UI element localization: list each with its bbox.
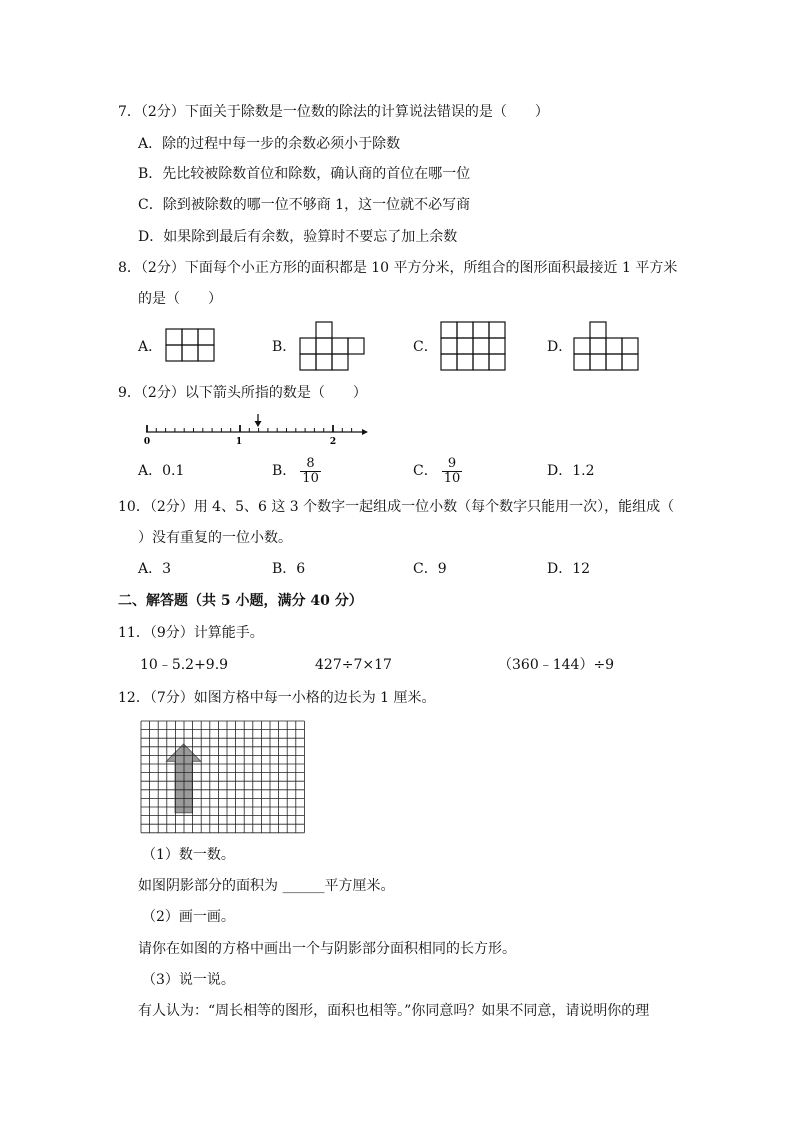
q11-expression-2: 427÷7×17 bbox=[315, 657, 392, 673]
q11-expression-1: 10﹣5.2+9.9 bbox=[140, 657, 229, 673]
q8-option-b-letter: B． bbox=[272, 339, 297, 355]
q8-stem-line1: 8．（2分）下面每个小正方形的面积都是 10 平方分米，所组合的图形面积最接近 1 平方米 bbox=[118, 260, 678, 276]
q8-option-c-letter: C． bbox=[413, 339, 438, 355]
q10-stem-line2: ）没有重复的一位小数。 bbox=[138, 530, 292, 546]
q12-part3-title: （3）说一说。 bbox=[142, 972, 235, 988]
q12-grid bbox=[141, 721, 304, 833]
q8-figure-b bbox=[299, 321, 367, 371]
q7-option-d: D．如果除到最后有余数，验算时不要忘了加上余数 bbox=[138, 229, 458, 245]
q7-option-c: C．除到被除数的哪一位不够商 1，这一位就不必写商 bbox=[138, 197, 471, 213]
q9-option-b-fraction bbox=[300, 457, 321, 486]
q9-stem: 9．（2分）以下箭头所指的数是（ ） bbox=[118, 385, 367, 401]
q9-option-c-fraction bbox=[442, 457, 463, 486]
q12-part2-title: （2）画一画。 bbox=[142, 909, 235, 925]
q9-option-b-denominator: 10 bbox=[302, 470, 319, 486]
q9-tick-label-0: 0 bbox=[143, 437, 151, 447]
q9-option-d: D．1.2 bbox=[547, 463, 595, 479]
q12-grid-figure bbox=[139, 719, 307, 835]
q7-stem: 7．（2分）下面关于除数是一位数的除法的计算说法错误的是（ ） bbox=[118, 104, 549, 120]
q10-option-d: D．12 bbox=[547, 561, 591, 577]
q10-option-b: B．6 bbox=[272, 561, 306, 577]
q8-figure-d bbox=[573, 321, 639, 371]
q9-option-c bbox=[413, 452, 462, 490]
q9-option-c-letter: C． bbox=[413, 463, 438, 479]
q8-figure-a bbox=[165, 328, 217, 362]
q10-stem-line1: 10．（2分）用 4、5、6 这 3 个数字一起组成一位小数（每个数字只能用一次），能组成（ bbox=[118, 499, 675, 515]
q7-option-a: A．除的过程中每一步的余数必须小于除数 bbox=[138, 136, 401, 152]
q9-option-c-denominator: 10 bbox=[443, 470, 461, 486]
q9-option-b-numerator: 8 bbox=[300, 457, 321, 472]
q12-part1-text: 如图阴影部分的面积为 ______平方厘米。 bbox=[138, 878, 395, 894]
q9-tick-label-2: 2 bbox=[329, 437, 337, 447]
q11-expression-3: （360﹣144）÷9 bbox=[498, 657, 615, 673]
q9-tick-label-1: 1 bbox=[235, 437, 243, 447]
q11-stem: 11．（9分）计算能手。 bbox=[118, 625, 264, 641]
q12-part1-title: （1）数一数。 bbox=[142, 847, 235, 863]
q10-option-c: C．9 bbox=[413, 561, 447, 577]
q10-option-a: A．3 bbox=[138, 561, 172, 577]
q9-option-a: A．0.1 bbox=[138, 463, 185, 479]
q12-stem: 12．（7分）如图方格中每一小格的边长为 1 厘米。 bbox=[118, 690, 436, 706]
q9-option-b bbox=[272, 452, 321, 490]
q9-option-b-letter: B． bbox=[272, 463, 297, 479]
q9-number-line bbox=[140, 410, 368, 446]
q8-stem-line2: 的是（ ） bbox=[138, 291, 222, 307]
section-2-heading: 二、解答题（共 5 小题，满分 40 分） bbox=[118, 593, 363, 609]
q7-option-b: B．先比较被除数首位和除数，确认商的首位在哪一位 bbox=[138, 166, 471, 182]
q8-option-a-letter: A． bbox=[138, 339, 163, 355]
q8-option-d-letter: D． bbox=[547, 339, 573, 355]
q12-part2-text: 请你在如图的方格中画出一个与阴影部分面积相同的长方形。 bbox=[138, 941, 516, 957]
q12-part3-text: 有人认为：“周长相等的图形，面积也相等。”你同意吗？如果不同意，请说明你的理 bbox=[138, 1003, 650, 1019]
q8-figure-c bbox=[440, 321, 506, 371]
q9-arrow-marker bbox=[255, 414, 262, 427]
q9-option-c-numerator: 9 bbox=[442, 457, 463, 472]
